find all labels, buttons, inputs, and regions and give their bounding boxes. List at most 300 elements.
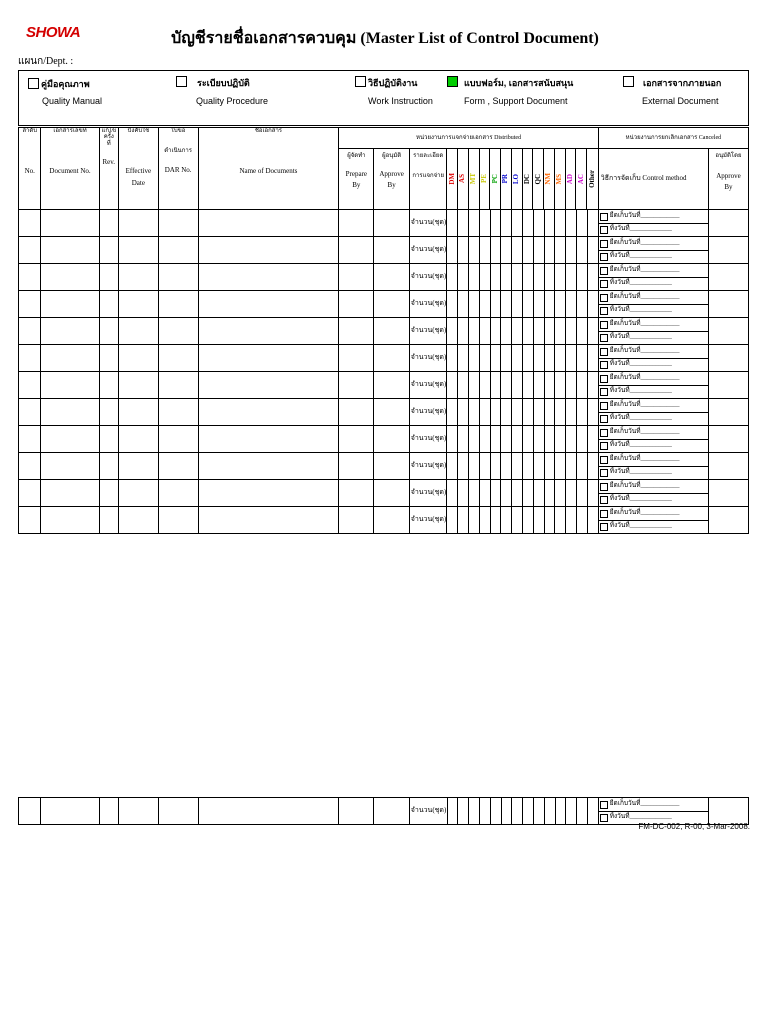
table-cell[interactable]: [339, 291, 374, 318]
table-cell[interactable]: [490, 291, 501, 318]
table-cell[interactable]: [479, 210, 490, 237]
table-cell[interactable]: [501, 237, 512, 264]
table-cell[interactable]: [99, 291, 118, 318]
table-cell[interactable]: [533, 291, 544, 318]
table-cell[interactable]: [99, 237, 118, 264]
table-cell[interactable]: [469, 399, 480, 426]
table-cell[interactable]: [447, 237, 458, 264]
keep-checkbox[interactable]: [600, 294, 608, 302]
table-cell[interactable]: [458, 345, 469, 372]
table-cell[interactable]: [490, 237, 501, 264]
table-cell[interactable]: [490, 345, 501, 372]
quality-procedure-checkbox[interactable]: [176, 76, 187, 87]
table-cell[interactable]: [198, 426, 339, 453]
table-cell[interactable]: [512, 372, 523, 399]
table-cell[interactable]: [339, 399, 374, 426]
table-cell[interactable]: [41, 480, 99, 507]
table-cell[interactable]: [469, 210, 480, 237]
table-cell[interactable]: [479, 345, 490, 372]
table-cell[interactable]: [555, 453, 566, 480]
table-cell[interactable]: [374, 798, 410, 825]
table-cell[interactable]: [447, 480, 458, 507]
table-cell[interactable]: [555, 264, 566, 291]
discard-checkbox[interactable]: [600, 388, 608, 396]
table-cell[interactable]: [198, 399, 339, 426]
table-cell[interactable]: [555, 372, 566, 399]
table-cell[interactable]: [19, 399, 41, 426]
table-cell[interactable]: [198, 291, 339, 318]
table-cell[interactable]: [523, 453, 534, 480]
table-cell[interactable]: [41, 264, 99, 291]
table-cell[interactable]: [374, 507, 410, 534]
table-cell[interactable]: [158, 798, 198, 825]
table-cell[interactable]: [118, 318, 158, 345]
table-cell[interactable]: [587, 480, 598, 507]
table-cell[interactable]: [118, 264, 158, 291]
table-cell[interactable]: [577, 480, 588, 507]
table-cell[interactable]: [523, 345, 534, 372]
table-cell[interactable]: [533, 399, 544, 426]
quality-manual-checkbox[interactable]: [28, 78, 39, 89]
table-cell[interactable]: [533, 264, 544, 291]
table-cell[interactable]: [533, 798, 544, 825]
table-cell[interactable]: [708, 291, 748, 318]
table-cell[interactable]: [158, 291, 198, 318]
table-cell[interactable]: [374, 453, 410, 480]
table-cell[interactable]: [544, 507, 555, 534]
keep-checkbox[interactable]: [600, 375, 608, 383]
table-cell[interactable]: [19, 453, 41, 480]
table-cell[interactable]: [469, 318, 480, 345]
table-cell[interactable]: [99, 372, 118, 399]
table-cell[interactable]: [41, 318, 99, 345]
table-cell[interactable]: [158, 372, 198, 399]
table-cell[interactable]: [566, 453, 577, 480]
table-cell[interactable]: [544, 399, 555, 426]
table-cell[interactable]: [523, 399, 534, 426]
table-cell[interactable]: [544, 345, 555, 372]
discard-checkbox[interactable]: [600, 226, 608, 234]
table-cell[interactable]: [19, 264, 41, 291]
table-cell[interactable]: [501, 318, 512, 345]
table-cell[interactable]: [512, 210, 523, 237]
table-cell[interactable]: [41, 798, 99, 825]
table-cell[interactable]: [447, 399, 458, 426]
table-cell[interactable]: [458, 372, 469, 399]
table-cell[interactable]: [555, 399, 566, 426]
table-cell[interactable]: [458, 399, 469, 426]
table-cell[interactable]: [19, 210, 41, 237]
table-cell[interactable]: [118, 453, 158, 480]
table-cell[interactable]: [555, 480, 566, 507]
table-cell[interactable]: [490, 480, 501, 507]
table-cell[interactable]: [533, 210, 544, 237]
discard-checkbox[interactable]: [600, 280, 608, 288]
table-cell[interactable]: [479, 372, 490, 399]
table-cell[interactable]: [19, 798, 41, 825]
table-cell[interactable]: [544, 264, 555, 291]
table-cell[interactable]: [158, 480, 198, 507]
table-cell[interactable]: [99, 453, 118, 480]
table-cell[interactable]: [544, 426, 555, 453]
table-cell[interactable]: [512, 507, 523, 534]
keep-checkbox[interactable]: [600, 801, 608, 809]
table-cell[interactable]: [158, 345, 198, 372]
table-cell[interactable]: [566, 264, 577, 291]
table-cell[interactable]: [458, 798, 469, 825]
table-cell[interactable]: [577, 426, 588, 453]
table-cell[interactable]: [587, 237, 598, 264]
table-cell[interactable]: [469, 453, 480, 480]
table-cell[interactable]: [577, 453, 588, 480]
table-cell[interactable]: [118, 507, 158, 534]
table-cell[interactable]: [447, 318, 458, 345]
table-cell[interactable]: [490, 453, 501, 480]
table-cell[interactable]: [523, 798, 534, 825]
table-cell[interactable]: [587, 210, 598, 237]
table-cell[interactable]: [458, 507, 469, 534]
table-cell[interactable]: [374, 210, 410, 237]
table-cell[interactable]: [533, 318, 544, 345]
table-cell[interactable]: [533, 453, 544, 480]
table-cell[interactable]: [523, 237, 534, 264]
table-cell[interactable]: [533, 345, 544, 372]
table-cell[interactable]: [374, 345, 410, 372]
table-cell[interactable]: [479, 480, 490, 507]
table-cell[interactable]: [198, 345, 339, 372]
table-cell[interactable]: [587, 264, 598, 291]
table-cell[interactable]: [544, 291, 555, 318]
table-cell[interactable]: [708, 318, 748, 345]
table-cell[interactable]: [41, 507, 99, 534]
table-cell[interactable]: [19, 507, 41, 534]
form-support-checkbox[interactable]: [447, 76, 458, 87]
table-cell[interactable]: [544, 372, 555, 399]
table-cell[interactable]: [512, 798, 523, 825]
table-cell[interactable]: [41, 426, 99, 453]
table-cell[interactable]: [158, 426, 198, 453]
table-cell[interactable]: [555, 210, 566, 237]
table-cell[interactable]: [501, 798, 512, 825]
table-cell[interactable]: [587, 453, 598, 480]
table-cell[interactable]: [339, 507, 374, 534]
table-cell[interactable]: [19, 480, 41, 507]
table-cell[interactable]: [512, 480, 523, 507]
table-cell[interactable]: [118, 480, 158, 507]
table-cell[interactable]: [555, 345, 566, 372]
table-cell[interactable]: [118, 210, 158, 237]
discard-checkbox[interactable]: [600, 469, 608, 477]
table-cell[interactable]: [708, 399, 748, 426]
table-cell[interactable]: [479, 318, 490, 345]
table-cell[interactable]: [544, 480, 555, 507]
table-cell[interactable]: [458, 237, 469, 264]
table-cell[interactable]: [587, 318, 598, 345]
table-cell[interactable]: [198, 210, 339, 237]
table-cell[interactable]: [512, 318, 523, 345]
table-cell[interactable]: [555, 798, 566, 825]
keep-checkbox[interactable]: [600, 213, 608, 221]
table-cell[interactable]: [555, 318, 566, 345]
external-document-checkbox[interactable]: [623, 76, 634, 87]
table-cell[interactable]: [41, 453, 99, 480]
table-cell[interactable]: [374, 426, 410, 453]
table-cell[interactable]: [99, 345, 118, 372]
table-cell[interactable]: [533, 480, 544, 507]
table-cell[interactable]: [458, 426, 469, 453]
table-cell[interactable]: [708, 426, 748, 453]
table-cell[interactable]: [458, 480, 469, 507]
table-cell[interactable]: [577, 237, 588, 264]
table-cell[interactable]: [490, 426, 501, 453]
discard-checkbox[interactable]: [600, 361, 608, 369]
table-cell[interactable]: [479, 399, 490, 426]
table-cell[interactable]: [577, 372, 588, 399]
table-cell[interactable]: [447, 453, 458, 480]
keep-checkbox[interactable]: [600, 456, 608, 464]
table-cell[interactable]: [158, 264, 198, 291]
table-cell[interactable]: [19, 237, 41, 264]
table-cell[interactable]: [41, 345, 99, 372]
table-cell[interactable]: [198, 507, 339, 534]
table-cell[interactable]: [198, 798, 339, 825]
keep-checkbox[interactable]: [600, 267, 608, 275]
table-cell[interactable]: [118, 399, 158, 426]
table-cell[interactable]: [447, 426, 458, 453]
table-cell[interactable]: [198, 264, 339, 291]
table-cell[interactable]: [501, 507, 512, 534]
table-cell[interactable]: [523, 264, 534, 291]
table-cell[interactable]: [99, 507, 118, 534]
table-cell[interactable]: [587, 798, 598, 825]
table-cell[interactable]: [198, 480, 339, 507]
table-cell[interactable]: [198, 318, 339, 345]
table-cell[interactable]: [458, 291, 469, 318]
table-cell[interactable]: [501, 264, 512, 291]
table-cell[interactable]: [158, 507, 198, 534]
table-cell[interactable]: [523, 210, 534, 237]
table-cell[interactable]: [544, 318, 555, 345]
table-cell[interactable]: [577, 210, 588, 237]
table-cell[interactable]: [566, 237, 577, 264]
table-cell[interactable]: [490, 318, 501, 345]
table-cell[interactable]: [566, 318, 577, 345]
table-cell[interactable]: [533, 426, 544, 453]
table-cell[interactable]: [447, 210, 458, 237]
table-cell[interactable]: [19, 345, 41, 372]
table-cell[interactable]: [501, 345, 512, 372]
table-cell[interactable]: [566, 426, 577, 453]
table-cell[interactable]: [374, 480, 410, 507]
table-cell[interactable]: [501, 291, 512, 318]
table-cell[interactable]: [339, 264, 374, 291]
table-cell[interactable]: [708, 372, 748, 399]
table-cell[interactable]: [339, 426, 374, 453]
keep-checkbox[interactable]: [600, 402, 608, 410]
table-cell[interactable]: [447, 372, 458, 399]
table-cell[interactable]: [99, 426, 118, 453]
table-cell[interactable]: [512, 345, 523, 372]
table-cell[interactable]: [533, 237, 544, 264]
table-cell[interactable]: [512, 453, 523, 480]
table-cell[interactable]: [374, 264, 410, 291]
keep-checkbox[interactable]: [600, 510, 608, 518]
table-cell[interactable]: [99, 318, 118, 345]
table-cell[interactable]: [469, 237, 480, 264]
table-cell[interactable]: [566, 480, 577, 507]
table-cell[interactable]: [708, 507, 748, 534]
discard-checkbox[interactable]: [600, 442, 608, 450]
table-cell[interactable]: [479, 426, 490, 453]
table-cell[interactable]: [374, 399, 410, 426]
keep-checkbox[interactable]: [600, 483, 608, 491]
discard-checkbox[interactable]: [600, 415, 608, 423]
table-cell[interactable]: [447, 507, 458, 534]
table-cell[interactable]: [41, 210, 99, 237]
table-cell[interactable]: [447, 291, 458, 318]
table-cell[interactable]: [555, 291, 566, 318]
table-cell[interactable]: [99, 210, 118, 237]
table-cell[interactable]: [158, 318, 198, 345]
table-cell[interactable]: [41, 399, 99, 426]
table-cell[interactable]: [479, 507, 490, 534]
table-cell[interactable]: [523, 507, 534, 534]
table-cell[interactable]: [708, 453, 748, 480]
table-cell[interactable]: [469, 507, 480, 534]
table-cell[interactable]: [479, 264, 490, 291]
table-cell[interactable]: [523, 426, 534, 453]
table-cell[interactable]: [374, 237, 410, 264]
table-cell[interactable]: [469, 291, 480, 318]
table-cell[interactable]: [479, 291, 490, 318]
table-cell[interactable]: [523, 318, 534, 345]
table-cell[interactable]: [587, 507, 598, 534]
table-cell[interactable]: [708, 210, 748, 237]
table-cell[interactable]: [577, 318, 588, 345]
table-cell[interactable]: [339, 453, 374, 480]
table-cell[interactable]: [41, 291, 99, 318]
keep-checkbox[interactable]: [600, 429, 608, 437]
table-cell[interactable]: [544, 237, 555, 264]
table-cell[interactable]: [566, 372, 577, 399]
table-cell[interactable]: [469, 372, 480, 399]
table-cell[interactable]: [577, 798, 588, 825]
table-cell[interactable]: [198, 453, 339, 480]
table-cell[interactable]: [339, 210, 374, 237]
table-cell[interactable]: [512, 291, 523, 318]
table-cell[interactable]: [198, 372, 339, 399]
table-cell[interactable]: [587, 426, 598, 453]
table-cell[interactable]: [577, 264, 588, 291]
table-cell[interactable]: [555, 426, 566, 453]
table-cell[interactable]: [99, 264, 118, 291]
table-cell[interactable]: [479, 798, 490, 825]
table-cell[interactable]: [523, 372, 534, 399]
table-cell[interactable]: [512, 426, 523, 453]
table-cell[interactable]: [469, 798, 480, 825]
keep-checkbox[interactable]: [600, 321, 608, 329]
table-cell[interactable]: [544, 798, 555, 825]
table-cell[interactable]: [501, 426, 512, 453]
table-cell[interactable]: [533, 507, 544, 534]
table-cell[interactable]: [501, 210, 512, 237]
table-cell[interactable]: [512, 264, 523, 291]
table-cell[interactable]: [99, 480, 118, 507]
discard-checkbox[interactable]: [600, 523, 608, 531]
table-cell[interactable]: [708, 237, 748, 264]
table-cell[interactable]: [469, 480, 480, 507]
table-cell[interactable]: [339, 480, 374, 507]
table-cell[interactable]: [566, 291, 577, 318]
table-cell[interactable]: [158, 210, 198, 237]
table-cell[interactable]: [587, 399, 598, 426]
table-cell[interactable]: [544, 453, 555, 480]
table-cell[interactable]: [587, 291, 598, 318]
table-cell[interactable]: [577, 345, 588, 372]
table-cell[interactable]: [490, 372, 501, 399]
table-cell[interactable]: [501, 480, 512, 507]
table-cell[interactable]: [501, 372, 512, 399]
table-cell[interactable]: [533, 372, 544, 399]
table-cell[interactable]: [708, 798, 748, 825]
table-cell[interactable]: [374, 372, 410, 399]
table-cell[interactable]: [566, 399, 577, 426]
table-cell[interactable]: [458, 453, 469, 480]
table-cell[interactable]: [158, 453, 198, 480]
table-cell[interactable]: [118, 426, 158, 453]
table-cell[interactable]: [99, 798, 118, 825]
table-cell[interactable]: [708, 480, 748, 507]
table-cell[interactable]: [469, 426, 480, 453]
table-cell[interactable]: [447, 798, 458, 825]
table-cell[interactable]: [458, 318, 469, 345]
table-cell[interactable]: [41, 372, 99, 399]
table-cell[interactable]: [339, 237, 374, 264]
discard-checkbox[interactable]: [600, 814, 608, 822]
discard-checkbox[interactable]: [600, 253, 608, 261]
table-cell[interactable]: [555, 237, 566, 264]
table-cell[interactable]: [501, 399, 512, 426]
table-cell[interactable]: [198, 237, 339, 264]
table-cell[interactable]: [458, 264, 469, 291]
table-cell[interactable]: [577, 507, 588, 534]
keep-checkbox[interactable]: [600, 240, 608, 248]
table-cell[interactable]: [118, 372, 158, 399]
table-cell[interactable]: [566, 798, 577, 825]
table-cell[interactable]: [19, 372, 41, 399]
table-cell[interactable]: [577, 291, 588, 318]
table-cell[interactable]: [339, 345, 374, 372]
table-cell[interactable]: [555, 507, 566, 534]
table-cell[interactable]: [479, 453, 490, 480]
table-cell[interactable]: [339, 318, 374, 345]
table-cell[interactable]: [99, 399, 118, 426]
table-cell[interactable]: [490, 264, 501, 291]
table-cell[interactable]: [479, 237, 490, 264]
table-cell[interactable]: [339, 798, 374, 825]
table-cell[interactable]: [19, 426, 41, 453]
table-cell[interactable]: [512, 399, 523, 426]
table-cell[interactable]: [523, 480, 534, 507]
table-cell[interactable]: [566, 507, 577, 534]
discard-checkbox[interactable]: [600, 334, 608, 342]
table-cell[interactable]: [158, 237, 198, 264]
table-cell[interactable]: [490, 210, 501, 237]
table-cell[interactable]: [708, 264, 748, 291]
table-cell[interactable]: [501, 453, 512, 480]
table-cell[interactable]: [587, 372, 598, 399]
table-cell[interactable]: [447, 345, 458, 372]
